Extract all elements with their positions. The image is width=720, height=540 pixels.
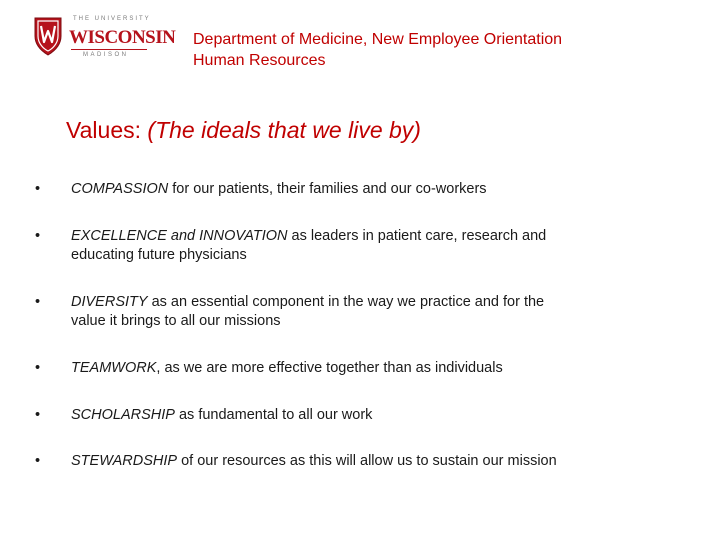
- crest-icon: [33, 16, 63, 56]
- value-term: DIVERSITY: [71, 294, 148, 310]
- slide-title-main: Values:: [66, 117, 148, 143]
- header-line-hr: Human Resources: [193, 52, 326, 69]
- value-term: TEAMWORK: [71, 360, 157, 376]
- slide-title-subtitle: (The ideals that we live by): [147, 117, 421, 143]
- value-term: SCHOLARSHIP: [71, 407, 175, 423]
- logo-bottom-text: MADISON: [83, 52, 129, 58]
- bullet: •: [35, 407, 41, 423]
- logo-top-text: THE UNIVERSITY: [73, 16, 151, 22]
- value-description: , as we are more effective together than as individuals: [156, 360, 503, 376]
- value-description: of our resources as this will allow us to sustain our mission: [177, 453, 557, 469]
- logo-main-text: WISCONSIN: [69, 27, 176, 48]
- value-text: [71, 406, 561, 425]
- logo-divider: [71, 49, 147, 50]
- value-description: as an essential component in the way we practice and for the value it brings to all our missions: [71, 294, 545, 329]
- bullet: •: [35, 360, 41, 376]
- header-title: [193, 29, 562, 71]
- bullet: •: [35, 453, 41, 469]
- bullet: •: [35, 181, 41, 197]
- value-term: EXCELLENCE and INNOVATION: [71, 228, 288, 244]
- value-description: as leaders in patient care, research and educating future physicians: [71, 228, 547, 263]
- value-description: as fundamental to all our work: [174, 407, 373, 423]
- value-term: STEWARDSHIP: [71, 453, 178, 469]
- bullet: •: [35, 294, 41, 310]
- slide-title: [66, 117, 421, 144]
- value-description: for our patients, their families and our co-workers: [168, 181, 487, 197]
- university-logo: [33, 14, 176, 60]
- header-line-department: Department of Medicine, New Employee Orientation: [193, 31, 563, 48]
- value-text: [71, 293, 561, 331]
- value-text: [71, 227, 561, 265]
- value-text: [71, 359, 611, 378]
- value-text: [71, 452, 561, 471]
- value-text: [71, 180, 561, 199]
- bullet: •: [35, 228, 41, 244]
- value-term: COMPASSION: [71, 181, 169, 197]
